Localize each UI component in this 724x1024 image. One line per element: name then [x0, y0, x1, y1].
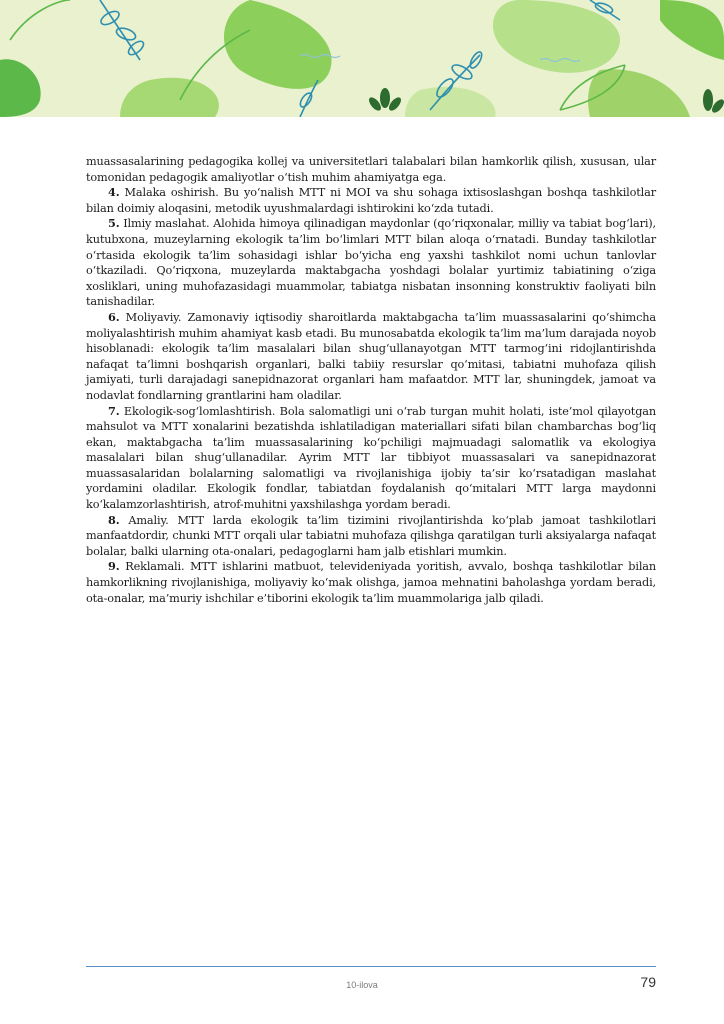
paragraph-number: 9. — [108, 559, 120, 574]
paragraph-6: 6. Moliyaviy. Zamonaviy iqtisodiy sharoitlarda maktabgacha ta’lim muassasalarini qo‘shimcha moliyalashtirish muhim ahamiyat kasb etadi. Bu munosabatda ekologik ta’lim ma’lum darajada noyob hisoblanadi: ekologik ta’lim masalalari bilan shug‘ullanayotgan MTT tarmog‘ini ridojlantirishda nafaqat ta’limni boshqarish organlari, balki tabiiy resurslar qo‘mitasi, tabiatni muhofaza qilish jamiyati, turli darajadagi sanepidnazorat organlari ham mafaatdor. MTT lar, shuningdek, jamoat va nodavlat fondlarning grantlarini ham oladilar. — [86, 309, 656, 402]
paragraph-number: 7. — [108, 403, 120, 418]
paragraph-5: 5. Ilmiy maslahat. Alohida himoya qilinadigan maydonlar (qo‘riqxonalar, milliy va tabiat bog‘lari), kutubxona, muzeylarning ekologik ta’lim bo‘limlari MTT bilan aloqa o‘rnatadi. Bunday tashkilotlar o‘rtasida ekologik ta’lim sohasidagi ishlar bo‘yicha eng yaxshi tashkilot nomi uchun tanlovlar o‘tkaziladi. Qo‘riqxona, muzeylarda maktabgacha yoshdagi bolalar yurtimiz tabiatining o‘ziga xosliklari, uning muhofazasidagi muammolar, tabiatga nisbatan insonning konstruktiv faoliyati biln tanishadilar. — [86, 216, 656, 309]
paragraph-number: 5. — [108, 216, 120, 231]
paragraph-continuation: muassasalarining pedagogika kollej va universitetlari talabalari bilan hamkorlik qilish, xususan, ular tomonidan pedagogik amaliyotlar o‘tish muhim ahamiyatga ega. — [86, 155, 656, 184]
decorative-leaf-banner — [0, 0, 724, 117]
paragraph-8: 8. Amaliy. MTT larda ekologik ta’lim tizimini rivojlantirishda ko‘plab jamoat tashkilotlari manfaatdordir, chunki MTT orqali ular tabiatni muhofaza qilishga qaratilgan turli aksiyalarga nafaqat bolalar, balki ularning ota-onalari, pedagoglarni ham jalb etishlari mumkin. — [86, 512, 656, 558]
footer-rule — [86, 966, 656, 967]
paragraph-4: 4. Malaka oshirish. Bu yo‘nalish MTT ni MOI va shu sohaga ixtisoslashgan boshqa tashkilotlar bilan doimiy aloqasini, metodik uyushmalardagi ishtirokini ko‘zda tutadi. — [86, 185, 656, 215]
document-body — [86, 154, 656, 606]
leaf-pattern-illustration — [0, 0, 724, 117]
paragraph-number: 4. — [108, 185, 120, 200]
paragraph-number: 6. — [108, 309, 120, 324]
paragraph-7: 7. Ekologik-sog‘lomlashtirish. Bola salomatligi uni o‘rab turgan muhit holati, iste’mol qilayotgan mahsulot va MTT xonalarini bezatishda ishlatiladigan materiallari sifati bilan chambarchas bog‘liq ekan, maktabgacha ta’lim muassasalarining ko‘pchiligi majmuadagi salomatlik va ekologiya masalalari bilan shug‘ullanadilar. Ayrim MTT lar tibbiyot muassasalari va sanepidnazorat muassasalaridan bolalarning salomatligi va rivojlanishiga ijobiy ta’sir ko‘rsatadigan maslahat yordamini oladilar. Ekologik fondlar, tabiatdan foydalanish qo‘mitalari MTT larga maydonni ko‘kalamzorlashtirish, atrof-muhitni yaxshilashga yordam beradi. — [86, 403, 656, 512]
footer-label: 10-ilova — [346, 980, 378, 990]
paragraph-number: 8. — [108, 512, 120, 527]
paragraph-9: 9. Reklamali. MTT ishlarini matbuot, televideniyada yoritish, avvalo, boshqa tashkilotlar bilan hamkorlikning rivojlanishiga, moliyaviy ko‘mak olishga, jamoa mehnatini baholashga yordam beradi, ota-onalar, ma’muriy ishchilar e’tiborini ekologik ta’lim muammolariga jalb qiladi. — [86, 559, 656, 605]
page-number: 79 — [640, 974, 656, 990]
